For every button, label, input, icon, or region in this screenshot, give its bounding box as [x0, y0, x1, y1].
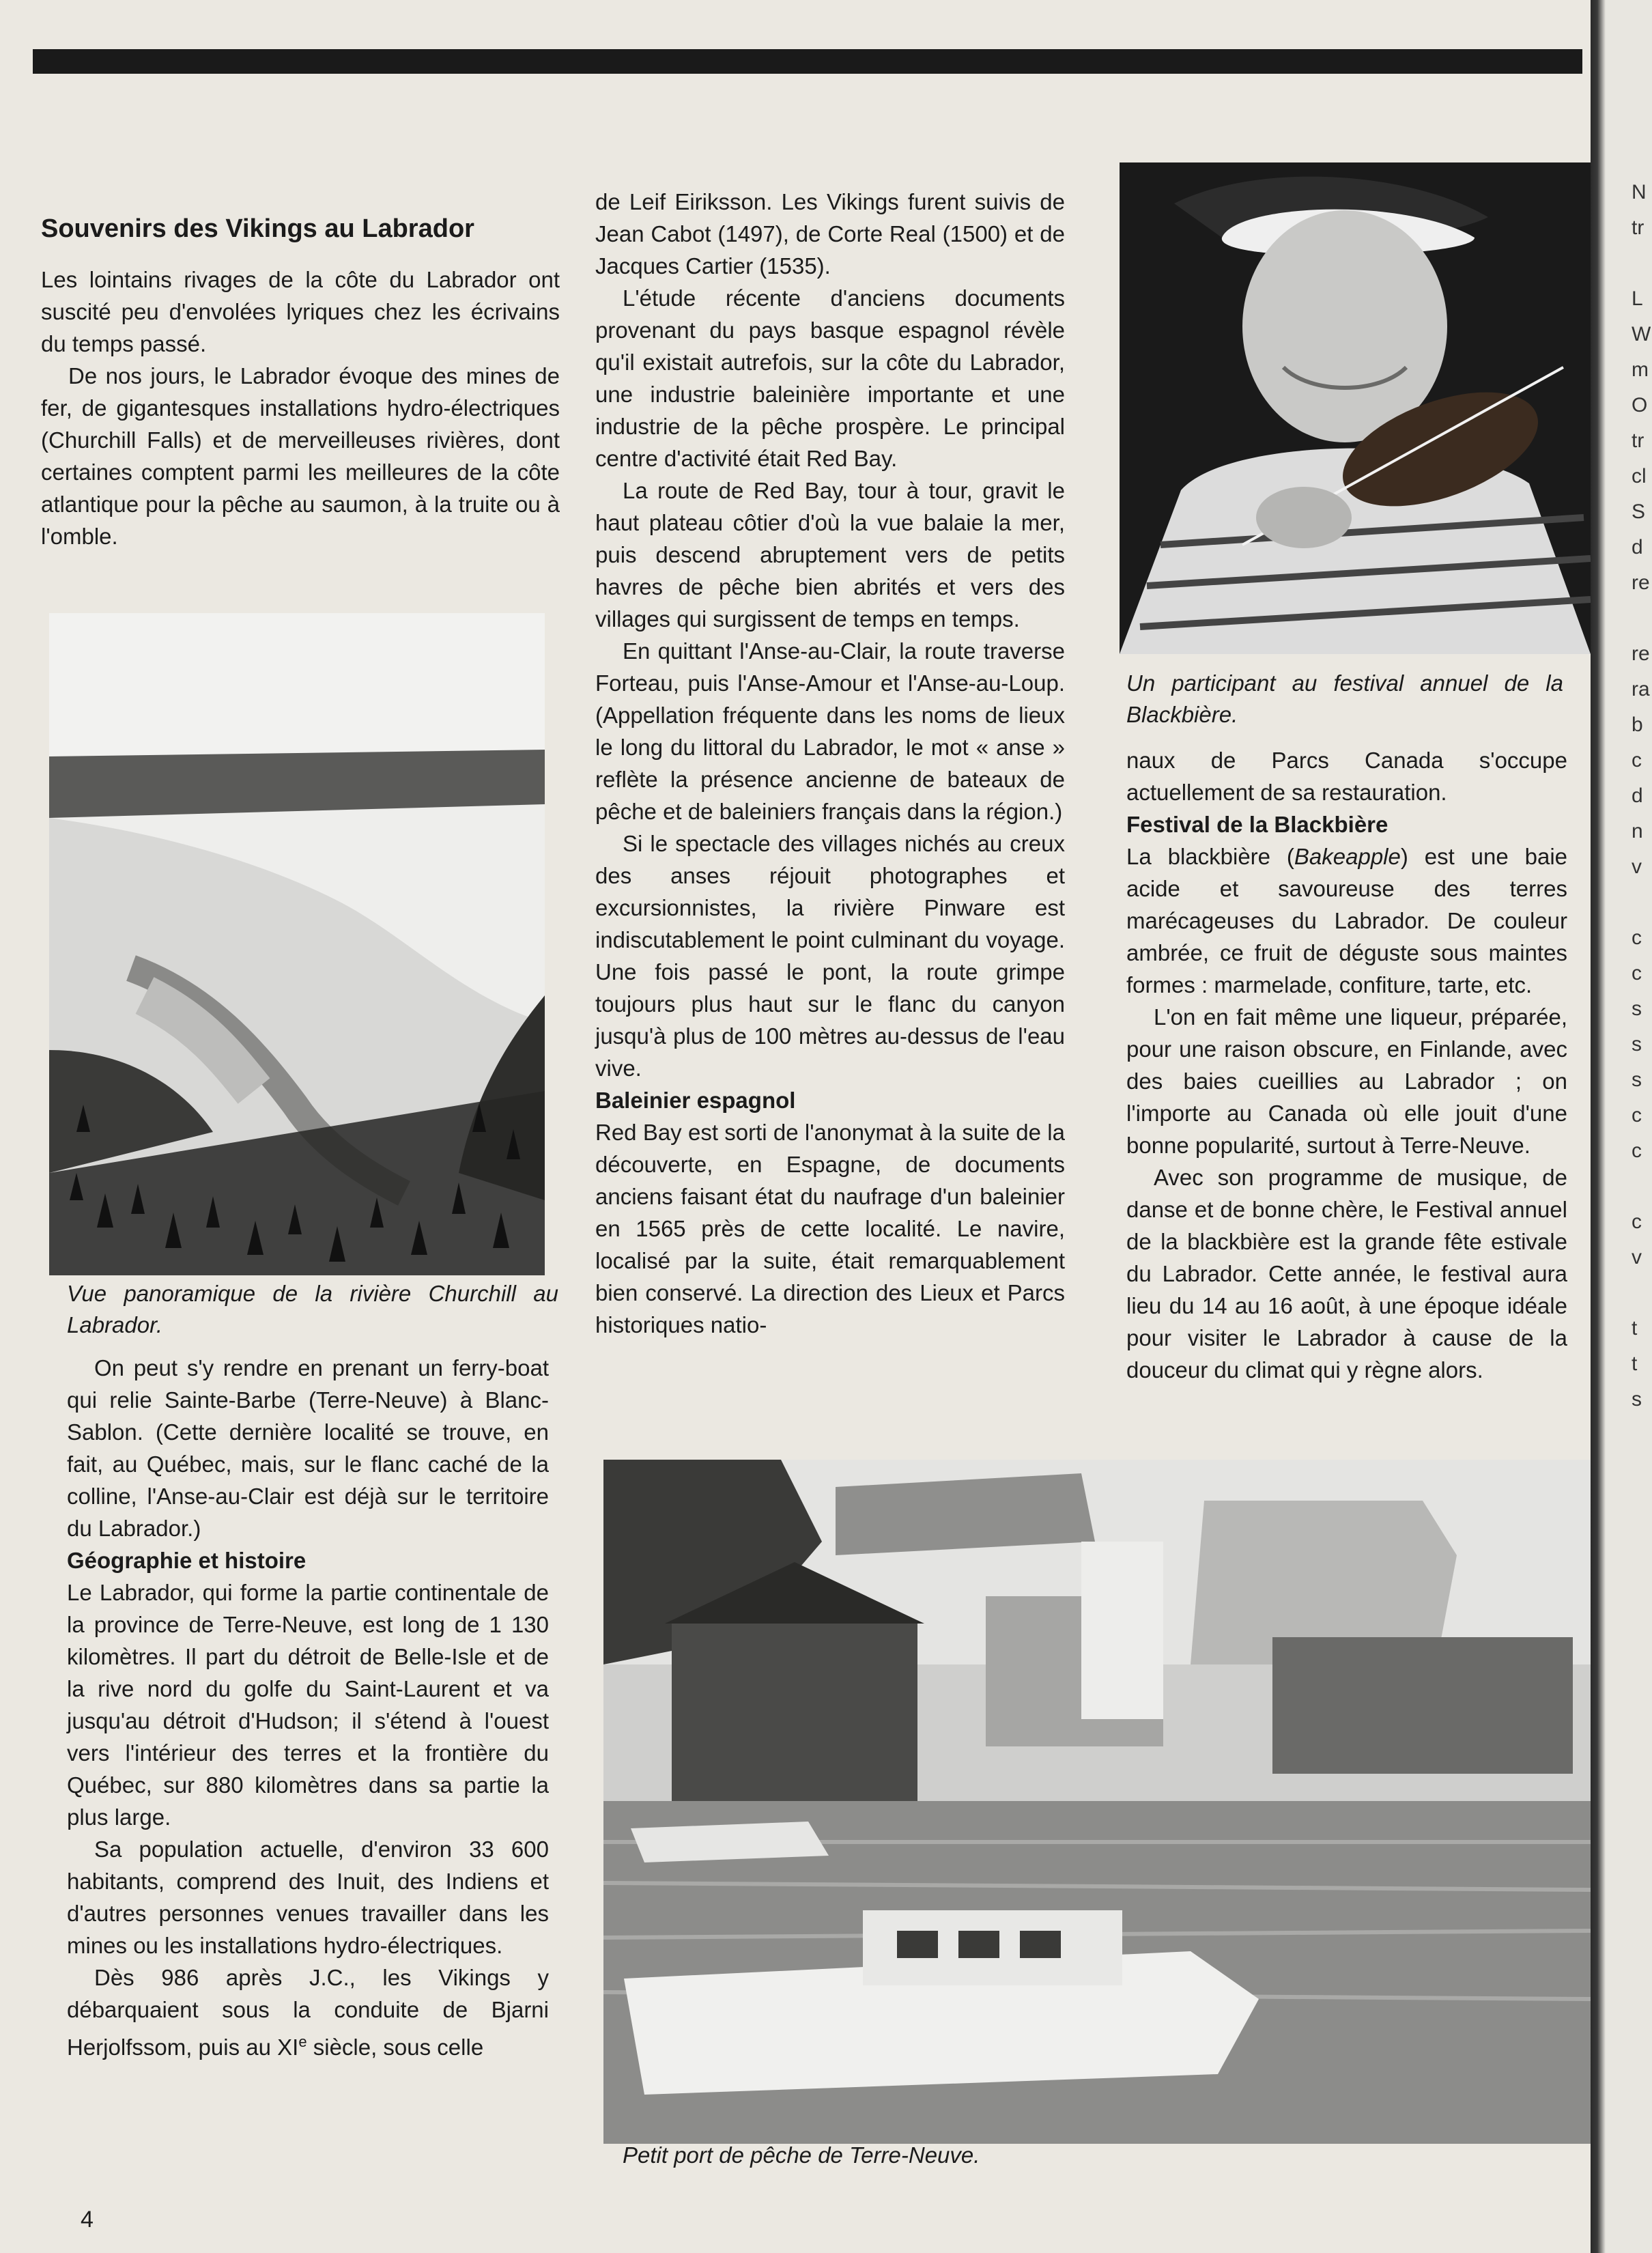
paragraph: Si le spectacle des villages nichés au creux des anses réjouit photographes et excursionnistes, la rivière Pinware est indiscutablement le point culminant du voyage. Une fois passé le pont, la route grimpe toujours plus haut sur le flanc du canyon jusqu'à plus de 100 mètres au-dessus de l'eau vive. — [595, 831, 1065, 1081]
neighbor-page-line: c — [1632, 1139, 1642, 1162]
article-title: Souvenirs des Vikings au Labrador — [41, 214, 474, 243]
paragraph: La route de Red Bay, tour à tour, gravit le haut plateau côtier d'où la vue balaie la mer, puis descend abruptement vers de petits havres de pêche bien abrités et vers des villages qui surgissent de temps en temps. — [595, 478, 1065, 632]
paragraph: L'étude récente d'anciens documents provenant du pays basque espagnol révèle qu'il existait autrefois, sur la côte du Labrador, une industrie baleinière importante et une industrie de la pêche prospère. Le principal centre d'activité était Red Bay. — [595, 285, 1065, 471]
section-heading: Géographie et histoire — [67, 1548, 307, 1573]
neighbor-page-line: c — [1632, 1104, 1642, 1126]
neighbor-page-line: N — [1632, 181, 1647, 203]
neighbor-page-line: d — [1632, 536, 1643, 558]
paragraph: Le Labrador, qui forme la partie continentale de la province de Terre-Neuve, est long de 1 130 kilomètres. Il part du détroit de Belle-Isle et de la rive nord du golfe du Saint-Laurent et va jusqu'au détroit d'Hudson; il s'étend à l'ouest vers l'intérieur des terres et la frontière du Québec, sur 880 kilomètres dans sa partie la plus large. — [67, 1580, 549, 1830]
column-1-lower — [67, 1278, 558, 1341]
neighbor-page-line — [1632, 1275, 1651, 1311]
photo-caption: Vue panoramique de la rivière Churchill au Labrador. — [67, 1281, 558, 1337]
neighbor-page-line: d — [1632, 784, 1643, 807]
page-number: 4 — [81, 2207, 94, 2233]
paragraph: On peut s'y rendre en prenant un ferry-boat qui relie Sainte-Barbe (Terre-Neuve) à Blanc-Sablon. (Cette dernière localité se trouve, en fait, au Québec, mais, sur le flanc caché de la colline, l'Anse-au-Clair est déjà sur le territoire du Labrador.) — [67, 1355, 549, 1541]
paragraph: L'on en fait même une liqueur, préparée, pour une raison obscure, en Finlande, avec des baies cueillies au Labrador ; on l'importe au Canada où elle jouit d'une bonne popularité, surtout à Terre-Neuve. — [1126, 1004, 1567, 1158]
neighbor-page-line: c — [1632, 926, 1642, 949]
neighbor-page-edge — [1632, 175, 1651, 1417]
neighbor-page-line: tr — [1632, 216, 1644, 239]
neighbor-page-line — [1632, 1169, 1651, 1204]
photo-caption: Un participant au festival annuel de la Blackbière. — [1126, 670, 1563, 727]
fiddler-photo — [1120, 162, 1591, 654]
neighbor-page-line: v — [1632, 855, 1642, 878]
neighbor-page-line: tr — [1632, 429, 1644, 452]
neighbor-page-line: s — [1632, 1388, 1642, 1411]
neighbor-page-line: v — [1632, 1246, 1642, 1269]
neighbor-page-line: W — [1632, 323, 1651, 345]
neighbor-page-line: s — [1632, 1033, 1642, 1055]
photo-caption: Petit port de pêche de Terre-Neuve. — [623, 2142, 980, 2168]
harbour-photo — [603, 1460, 1591, 2144]
section-heading: Baleinier espagnol — [595, 1088, 796, 1113]
neighbor-page-line: b — [1632, 713, 1643, 736]
neighbor-page-line: re — [1632, 571, 1650, 594]
neighbor-page-line: t — [1632, 1352, 1638, 1375]
neighbor-page-line: c — [1632, 962, 1642, 984]
neighbor-page-line: cl — [1632, 465, 1647, 487]
header-rule — [33, 49, 1582, 74]
column-1 — [41, 212, 560, 552]
paragraph: Sa population actuelle, d'environ 33 600 habitants, comprend des Inuit, des Indiens et d'autres personnes venues travailler dans les mines ou les installations hydro-électriques. — [67, 1837, 549, 1958]
paragraph: Avec son programme de musique, de danse et de bonne chère, le Festival annuel de la blackbière est la grande fête estivale du Labrador. Cette année, le festival aura lieu du 14 au 16 août, à une époque idéale pour visiter le Labrador à cause de la douceur du climat qui y règne alors. — [1126, 1165, 1567, 1383]
neighbor-page-line: O — [1632, 394, 1648, 416]
column-1-continued — [67, 1352, 549, 2063]
paragraph: En quittant l'Anse-au-Clair, la route traverse Forteau, puis l'Anse-Amour et l'Anse-au-Loup. (Appellation fréquente dans les noms de lieux le long du littoral du Labrador, le mot « anse » reflète la présence ancienne de bateaux de pêche et de baleiniers français dans la région.) — [595, 638, 1065, 824]
column-3-text — [1126, 744, 1567, 1386]
column-3 — [1126, 668, 1563, 731]
churchill-river-photo — [49, 613, 545, 1275]
neighbor-page-line: s — [1632, 997, 1642, 1020]
neighbor-page-line — [1632, 601, 1651, 636]
column-2 — [595, 186, 1065, 1341]
paragraph: La blackbière (Bakeapple) est une baie acide et savoureuse des terres marécageuses du Labrador. De couleur ambrée, ce fruit de déguste sous maintes formes : marmelade, confiture, tarte, etc. — [1126, 844, 1568, 997]
paragraph: de Leif Eiriksson. Les Vikings furent suivis de Jean Cabot (1497), de Corte Real (1500) et de Jacques Cartier (1535). — [595, 189, 1065, 279]
neighbor-page-line: L — [1632, 287, 1643, 310]
neighbor-page-line — [1632, 246, 1651, 281]
neighbor-page-line: c — [1632, 749, 1642, 771]
paragraph: Les lointains rivages de la côte du Labrador ont suscité peu d'envolées lyriques chez les écrivains du temps passé. — [41, 267, 560, 356]
neighbor-page-line: s — [1632, 1068, 1642, 1091]
neighbor-page-line: t — [1632, 1317, 1638, 1340]
neighbor-page-line: ra — [1632, 678, 1650, 700]
neighbor-page-line — [1632, 885, 1651, 920]
harbour-caption-block — [623, 2140, 1100, 2171]
neighbor-page-line: n — [1632, 820, 1643, 842]
section-heading: Festival de la Blackbière — [1126, 812, 1388, 837]
neighbor-page-line: re — [1632, 642, 1650, 665]
paragraph: Red Bay est sorti de l'anonymat à la suite de la découverte, en Espagne, de documents anciens faisant état du naufrage d'un baleinier en 1565 près de cette localité. Le navire, localisé par la suite, était remarquablement bien conservé. La direction des Lieux et Parcs historiques natio- — [595, 1120, 1065, 1337]
paragraph: naux de Parcs Canada s'occupe actuellement de sa restauration. — [1126, 748, 1567, 805]
paragraph: De nos jours, le Labrador évoque des mines de fer, de gigantesques installations hydro-électriques (Churchill Falls) et de merveilleuses rivières, dont certaines comptent parmi les meilleures de la côte atlantique pour la pêche au saumon, à la truite ou à l'omble. — [41, 363, 560, 549]
neighbor-page-line: S — [1632, 500, 1646, 523]
neighbor-page-line: c — [1632, 1210, 1642, 1233]
neighbor-page-line: m — [1632, 358, 1649, 381]
paragraph: Dès 986 après J.C., les Vikings y débarquaient sous la conduite de Bjarni Herjolfssom, puis au XIe siècle, sous celle — [67, 1965, 549, 2060]
